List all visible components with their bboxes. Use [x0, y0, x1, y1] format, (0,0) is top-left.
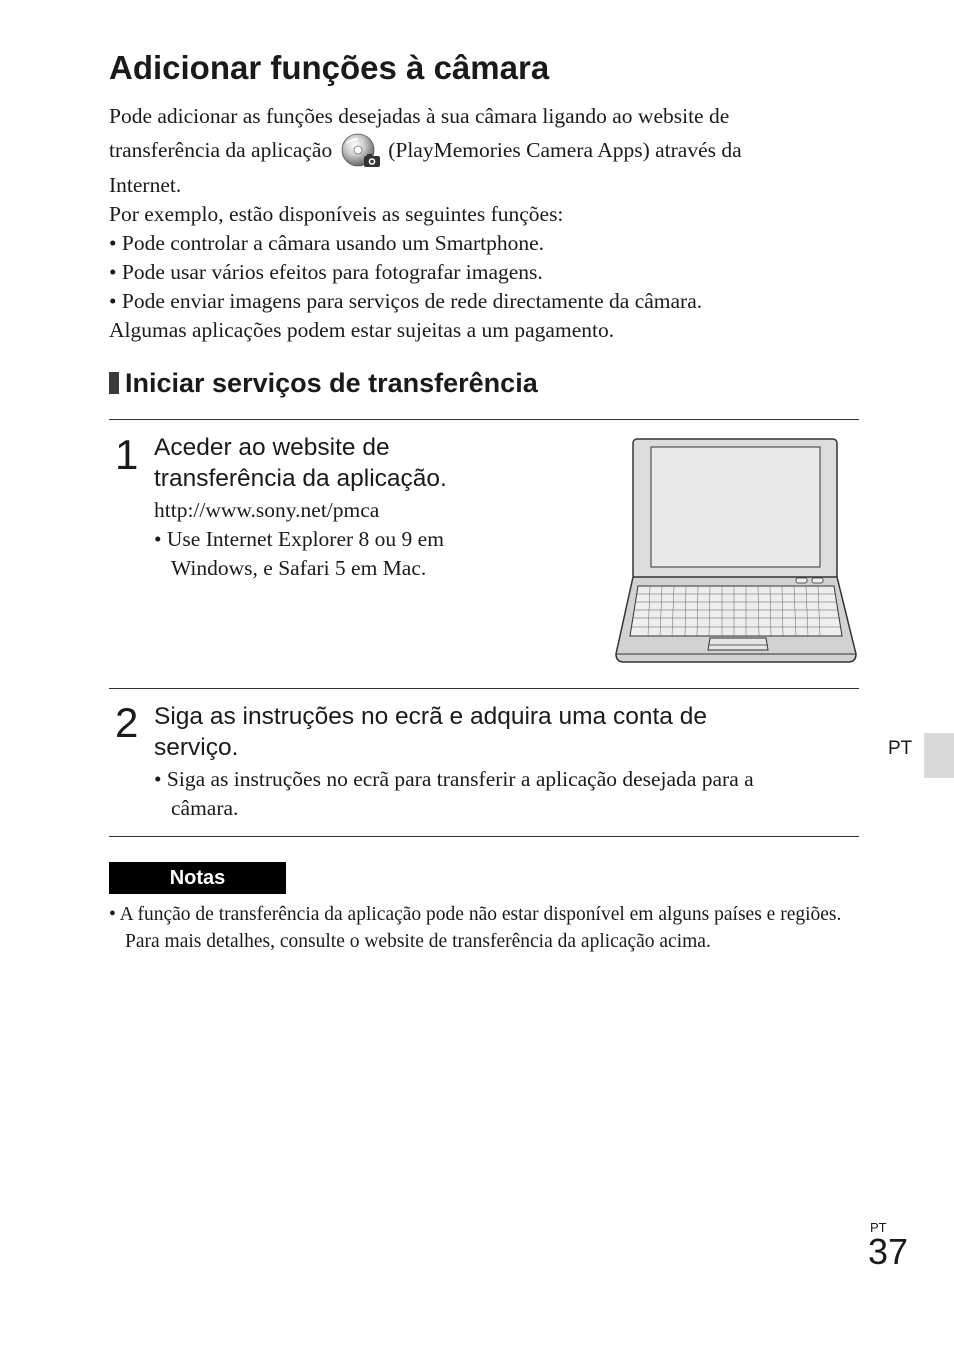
step-number: 1: [115, 431, 139, 478]
step-title-line: Aceder ao website de: [154, 434, 390, 461]
step-title-line: serviço.: [154, 734, 239, 761]
example-bullet: • Pode controlar a câmara usando um Smartphone.: [109, 231, 545, 255]
step-bullet: [154, 765, 754, 823]
divider: [109, 419, 859, 420]
step-bullet-line: • Siga as instruções no ecrã para transferir a aplicação desejada para a: [154, 767, 754, 791]
step-title: [154, 701, 707, 763]
side-tab-label: PT: [888, 738, 913, 759]
section-heading: [109, 366, 538, 400]
examples-heading: Por exemplo, estão disponíveis as seguintes funções:: [109, 202, 564, 226]
intro-paragraph: [109, 102, 869, 345]
intro-text-before-icon: transferência da aplicação: [109, 138, 333, 162]
step-title: [154, 432, 447, 494]
section-heading-text: Iniciar serviços de transferência: [125, 368, 538, 398]
step-bullet-line: câmara.: [171, 796, 239, 820]
step-number: 2: [115, 699, 139, 746]
transfer-website-url: http://www.sony.net/pmca: [154, 498, 380, 522]
notes-badge: Notas: [109, 862, 286, 894]
step-title-line: Siga as instruções no ecrã e adquira uma conta de: [154, 703, 707, 730]
example-bullet: • Pode enviar imagens para serviços de rede directamente da câmara.: [109, 289, 703, 313]
laptop-icon: [612, 436, 860, 666]
note-item: • A função de transferência da aplicação pode não estar disponível em alguns países e regiões. Para mais detalhes, consulte o website de transferência da aplicação acima.: [109, 904, 842, 952]
step-bullet-line: Windows, e Safari 5 em Mac.: [171, 556, 427, 580]
payment-note: Algumas aplicações podem estar sujeitas a um pagamento.: [109, 318, 615, 342]
side-tab: [924, 733, 954, 778]
page-language-code: PT: [870, 1220, 887, 1235]
step-title-line: transferência da aplicação.: [154, 465, 447, 492]
intro-line: Pode adicionar as funções desejadas à sua câmara ligando ao website de: [109, 104, 730, 128]
intro-text-after-icon: (PlayMemories Camera Apps) através da: [388, 138, 742, 162]
intro-line: Internet.: [109, 173, 182, 197]
divider: [109, 688, 859, 689]
section-square-icon: [109, 372, 119, 394]
intro-line-with-icon: [109, 131, 869, 171]
playmemories-camera-apps-icon: [338, 131, 384, 171]
example-bullet: • Pode usar vários efeitos para fotografar imagens.: [109, 260, 543, 284]
page-title: Adicionar funções à câmara: [109, 49, 550, 86]
step-bullet-line: • Use Internet Explorer 8 ou 9 em: [154, 527, 444, 551]
page-number: 37: [868, 1231, 909, 1272]
divider: [109, 836, 859, 837]
step-bullet: [154, 525, 444, 583]
